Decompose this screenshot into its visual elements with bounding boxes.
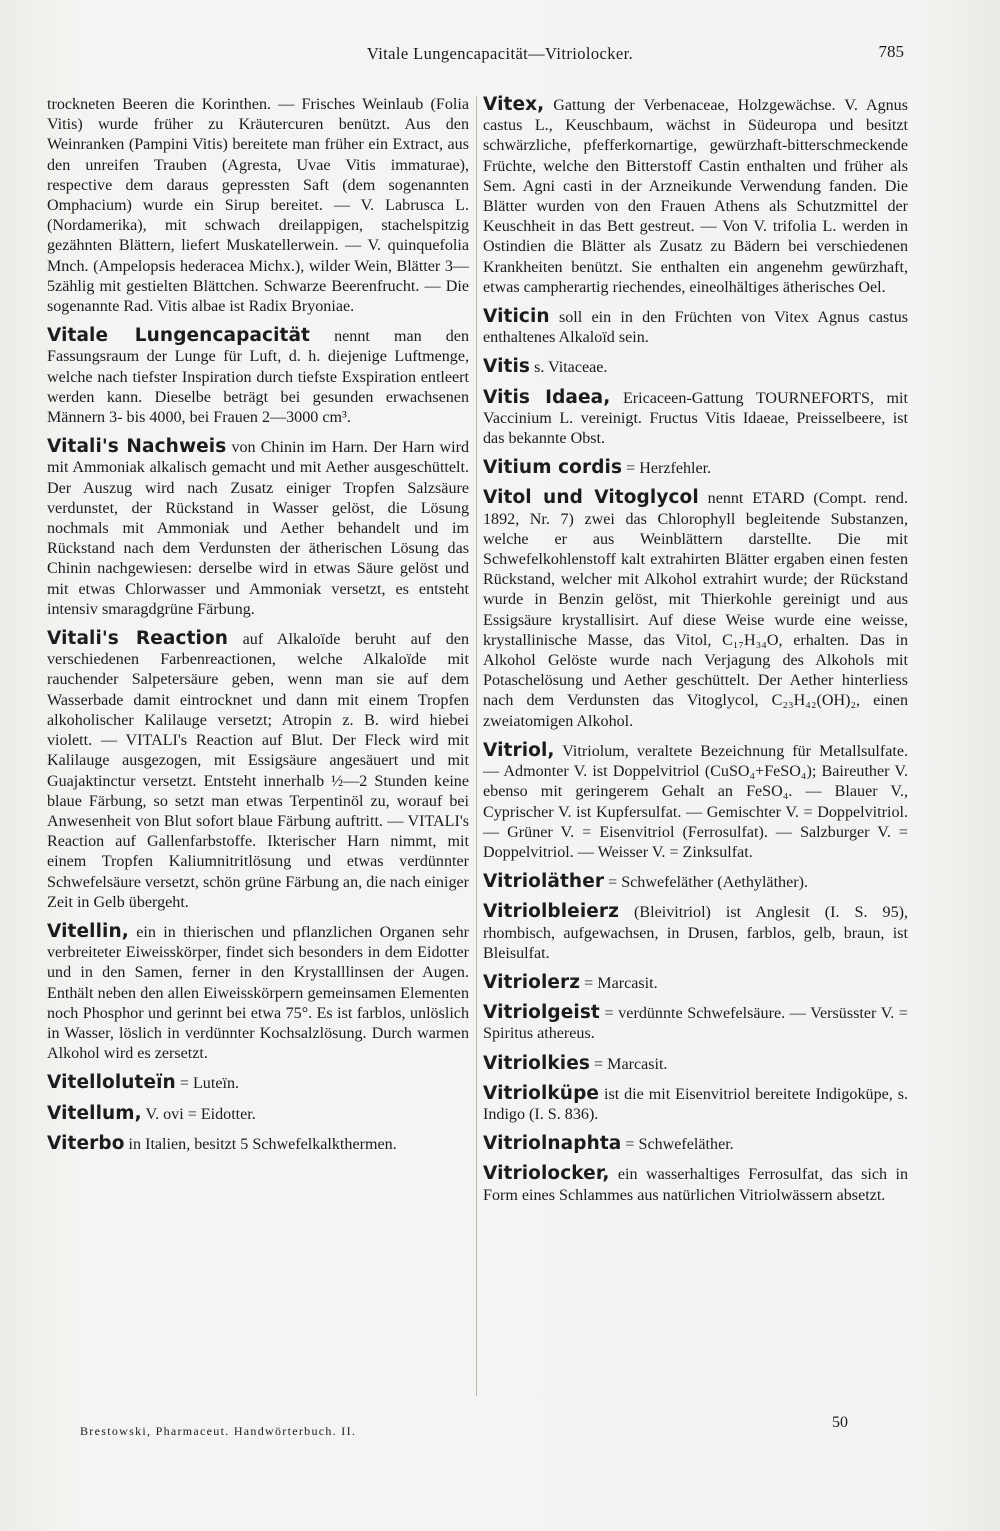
entry-text: Vitriolum, veraltete Bezeichnung für Metallsulfate. — Admonter V. ist Doppelvitriol (CuSO₄+FeSO₄); Baireuther V. ebenso mit geringerem Gehalt an FeSO₄. — Blauer V., Cyprischer V. ist Kupfersulfat. — Gemischter V. = Doppelvitriol. — Grüner V. = Eisenvitriol (Ferrosulfat). — Salzburger V. = Doppelvitriol. — Weisser V. = Zinksulfat.	[483, 742, 908, 861]
page-number: 785	[878, 42, 904, 61]
entry-vitex	[483, 95, 908, 298]
entry-vitriolocker	[483, 1164, 908, 1205]
entry-headword: Vitrioläther	[483, 871, 605, 893]
entry-text: von Chinin im Harn. Der Harn wird mit Ammoniak alkalisch gemacht und mit Aether ausgeschüttelt. Der Auszug wird nach Zusatz einiger Tropfen Salzsäure verdunstet, der Rückstand in Wasser gelöst, die Lösung nochmals mit Ammoniak und Aether behandelt und im Rückstand nach dem Verdunsten der ätherischen Lösung das Chinin nachgewiesen: derselbe wird in etwas Säure gelöst und mit etwas Chlorwasser und Ammoniak versetzt, es entsteht intensiv smaragdgrüne Färbung.	[47, 439, 469, 618]
entry-text: = Schwefeläther (Aethyläther).	[608, 874, 808, 892]
entry-vitriolerz	[483, 973, 908, 994]
entry-vitriolnaphta	[483, 1134, 908, 1155]
entry-text: ist die mit Eisenvitriol bereitete Indigoküpe, s. Indigo (I. S. 836).	[483, 1085, 908, 1123]
entry-vitium-cordis	[483, 458, 908, 479]
entry-headword: Vitriolnaphta	[483, 1133, 622, 1155]
entry-headword: Viterbo	[47, 1132, 125, 1154]
entry-text: trockneten Beeren die Korinthen. — Frisches Weinlaub (Folia Vitis) wurde früher zu Kräutercuren benützt. Aus den Weinranken (Pampini Vitis) bereitete man früher ein Extract, aus den unreifen Trauben (Agresta, Uvae Vitis immaturae), respective dem daraus gepressten Saft (dem sogenannten Omphacium) wurde ein Sirup bereitet. — V. Labrusca L. (Nordamerika), mit schwach dreilappigen, stachelspitzig gezähnten Blättern, liefert Muskatellerwein. — V. quinquefolia Mnch. (Ampelopsis hederacea Michx.), wilder Wein, Blätter 3—5zählig mit gestielten Blättchen. Schwarze Beerenfrucht. — Die sogenannte Rad. Vitis albae ist Radix Bryoniae.	[47, 96, 469, 316]
entry-viterbo	[47, 1134, 469, 1155]
entry-headword: Vitriolerz	[483, 971, 581, 993]
entry-vitriolgeist	[483, 1003, 908, 1044]
entry-headword: Vitis	[483, 356, 531, 378]
entry-text: in Italien, besitzt 5 Schwefelkalkthermen.	[128, 1135, 397, 1153]
entry-text: auf Alkaloïde beruht auf den verschiedenen Farbenreactionen, welche Alkaloïde mit rauchender Salpetersäure geben, wenn man sie auf dem Wasserbade damit eintrocknet und dann mit einem Tropfen alkoholischer Kalilauge versetzt; Atropin z. B. wird hiebei violett. — VITALI's Reaction auf Blut. Der Fleck wird mit Kalilauge ausgezogen, mit Essigsäure angesäuert und mit Guajaktinctur versetzt. Entsteht innerhalb ½—2 Stunden keine blaue Färbung, so setzt man etwas Terpentinöl zu, worauf bei Anwesenheit von Blut sofort blaue Färbung auftritt. — VITALI's Reaction auf Gallenfarbstoffe. Ikterischer Harn nimmt, mit einem Tropfen Kaliumnitritlösung und etwas verdünnter Schwefelsäure versetzt, schön grüne Färbung an, die nach einiger Zeit in Gelb übergeht.	[47, 631, 469, 911]
entry-vitis-continued	[47, 95, 469, 317]
entry-headword: Vitriolkies	[483, 1052, 590, 1074]
entry-text: = Marcasit.	[584, 974, 658, 992]
entry-text: nennt ETARD (Compt. rend. 1892, Nr. 7) zwei das Chlorophyll begleitende Substanzen, welche er aus Weinblättern darstellte. Die mit Schwefelkohlenstoff kalt extrahirten Blätter ergaben einen festen Rückstand, welcher mit Alkohol extrahirt wurde; der Rückstand wurde in Benzin gelöst, mit Thierkohle gereinigt und aus Essigsäure krystallisirt. Auf diese Weise wurde eine weisse, krystallinische Masse, das Vitol, C₁₇H₃₄O, erhalten. Das in Alkohol Gelöste wurde nach Verjagung des Alkohols mit Potaschelösung und Aether geschüttelt. Der Aether hinterliess nach dem Verdunsten das Vitoglycol, C₂₃H₄₂(OH)₂, einen zweiatomigen Alkohol.	[483, 490, 908, 730]
entry-text: s. Vitaceae.	[534, 359, 608, 377]
entry-vitellin	[47, 922, 469, 1064]
entry-text: soll ein in den Früchten von Vitex Agnus castus enthaltenes Alkaloïd sein.	[483, 309, 909, 347]
entry-headword: Vitriolocker,	[483, 1163, 610, 1185]
entry-headword: Vitriol,	[483, 739, 555, 761]
entry-vitale-lungencapacitaet	[47, 326, 469, 428]
entry-text: (Bleivitriol) ist Anglesit (I. S. 95), rhombisch, aufgewachsen, in Drusen, farblos, gelb, braun, ist Bleisulfat.	[483, 904, 908, 962]
entry-vitis-idaea	[483, 388, 908, 450]
entry-headword: Vitellin,	[47, 920, 129, 942]
entry-vitriolkuepe	[483, 1084, 908, 1125]
entry-vitalis-reaction	[47, 629, 469, 913]
entry-headword: Vitol und Vitoglycol	[483, 487, 699, 509]
entry-vitalis-nachweis	[47, 437, 469, 620]
entry-vitriolbleierz	[483, 902, 908, 964]
imprint-footer: Brestowski, Pharmaceut. Handwörterbuch. II.	[80, 1424, 357, 1438]
entry-text: ein in thierischen und pflanzlichen Organen sehr verbreiteter Eiweisskörper, findet sich besonders in dem Eidotter und in den Samen, ferner in den Krystalllinsen der Augen. Enthält neben den allen Eiweisskörpern gemeinsamen Elementen noch Phosphor und gerinnt bei etwa 75°. Es ist farblos, unlöslich in Wasser, löslich in verdünnter Kochsalzlösung. Durch warmen Alkohol wird es zersetzt.	[47, 923, 469, 1063]
entry-headword: Vitriolgeist	[483, 1002, 600, 1024]
entry-headword: Viticin	[483, 306, 550, 328]
entry-text: nennt man den Fassungsraum der Lunge für Luft, d. h. diejenige Luftmenge, welche nach tiefster Inspiration durch tiefste Exspiration entleert werden kann. Dieselbe beträgt bei gesunden erwachsenen Männern 3- bis 4000, bei Frauen 2—3000 cm³.	[47, 328, 469, 427]
entry-viticin	[483, 307, 908, 348]
entry-text: ein wasserhaltiges Ferrosulfat, das sich in Form eines Schlammes aus natürlichen Vitriolwässern absetzt.	[483, 1166, 908, 1204]
entry-headword: Vitium cordis	[483, 457, 623, 479]
entry-text: = Schwefeläther.	[625, 1136, 734, 1154]
entry-text: = Luteïn.	[179, 1075, 240, 1093]
entry-text: = Herzfehler.	[626, 460, 712, 478]
entry-headword: Vitale Lungencapacität	[47, 325, 311, 347]
entry-headword: Vitelloluteïn	[47, 1072, 176, 1094]
entry-text: Ericaceen-Gattung TOURNEFORTS, mit Vaccinium L. vereinigt. Fructus Vitis Idaeae, Preisselbeere, ist das bekannte Obst.	[483, 389, 908, 448]
entry-headword: Vitali's Nachweis	[47, 436, 227, 458]
entry-vitriol	[483, 741, 908, 863]
entry-vitriolkies	[483, 1054, 908, 1075]
entry-vitis	[483, 357, 908, 378]
right-column	[483, 95, 908, 1215]
entry-headword: Vitriolbleierz	[483, 901, 620, 923]
entry-vitelloluteiin	[47, 1073, 469, 1094]
entry-vitellum	[47, 1104, 469, 1125]
entry-headword: Vitriolküpe	[483, 1082, 600, 1104]
column-divider	[476, 96, 477, 1396]
entry-text: = Marcasit.	[594, 1055, 668, 1073]
left-column	[47, 95, 469, 1164]
entry-text: Gattung der Verbenaceae, Holzgewächse. V. Agnus castus L., Keuschbaum, wächst in Südeuropa und besitzt schwärzliche, pfefferkornartige, gewürzhaft-bitterschmeckende Früchte, welche den Bitterstoff Castin enthalten und früher als Sem. Agni casti in der Arzneikunde Verwendung fanden. Die Blätter wurden von den Frauen Athens als Schutzmittel der Keuschheit in das Bett gestreut. — Von V. trifolia L. werden in Ostindien die Blätter als Zusatz zu Bädern bei verschiedenen Krankheiten benützt. Sie enthalten ein angenehm gewürzhaft, etwas campherartig riechendes, eineolhältiges ätherisches Oel.	[483, 97, 908, 296]
signature-mark: 50	[832, 1414, 848, 1431]
entry-headword: Vitellum,	[47, 1102, 142, 1124]
running-title: Vitale Lungencapacität—Vitriolocker.	[366, 44, 634, 63]
entry-headword: Vitali's Reaction	[47, 628, 229, 650]
entry-text: V. ovi = Eidotter.	[145, 1105, 256, 1123]
entry-vitriolaether	[483, 872, 908, 893]
entry-headword: Vitis Idaea,	[483, 386, 611, 408]
entry-vitol	[483, 488, 908, 731]
entry-text: = verdünnte Schwefelsäure. — Versüsster V. = Spiritus athereus.	[483, 1005, 908, 1043]
entry-headword: Vitex,	[483, 94, 545, 115]
